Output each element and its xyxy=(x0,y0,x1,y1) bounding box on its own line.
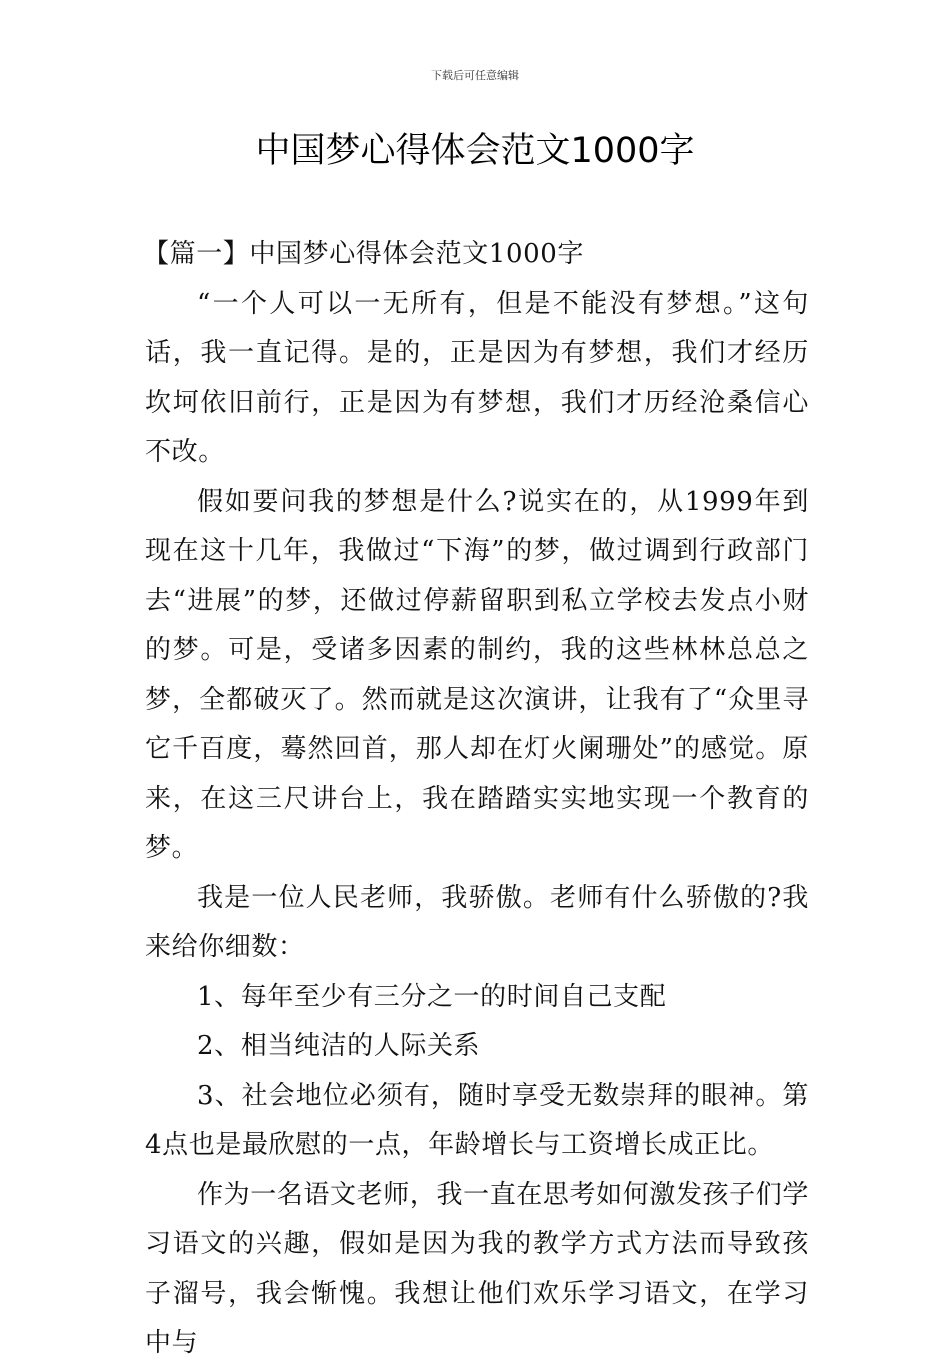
section-heading: 【篇一】中国梦心得体会范文1000字 xyxy=(143,239,584,269)
list-item-3: 3、社会地位必须有，随时享受无数崇拜的眼神。第4点也是最欣慰的一点，年龄增长与工资增长成正比。 xyxy=(145,1080,809,1160)
page-title: 中国梦心得体会范文1000字 xyxy=(255,131,695,171)
list-item-2: 2、相当纯洁的人际关系 xyxy=(197,1031,481,1061)
list-item-1: 1、每年至少有三分之一的时间自己支配 xyxy=(197,981,667,1012)
paragraph-4: 作为一名语文老师，我一直在思考如何激发孩子们学习语文的兴趣，假如是因为我的教学方式方法而导致孩子溜号，我会惭愧。我想让他们欢乐学习语文，在学习中与 xyxy=(145,1179,809,1358)
document-body xyxy=(145,230,809,1369)
paragraph-3: 我是一位人民老师，我骄傲。老师有什么骄傲的?我来给你细数： xyxy=(145,882,809,962)
paragraph-2: 假如要问我的梦想是什么?说实在的，从1999年到现在这十几年，我做过“下海”的梦，做过调到行政部门去“进展”的梦，还做过停薪留职到私立学校去发点小财的梦。可是，受诸多因素的制约，我的这些林林总总之梦，全都破灭了。然而就是这次演讲，让我有了“众里寻它千百度，蓦然回首，那人却在灯火阑珊处”的感觉。原来，在这三尺讲台上，我在踏踏实实地实现一个教育的梦。 xyxy=(145,486,809,863)
paragraph-1: “一个人可以一无所有，但是不能没有梦想。”这句话，我一直记得。是的，正是因为有梦想，我们才经历坎坷依旧前行，正是因为有梦想，我们才历经沧桑信心不改。 xyxy=(145,288,809,467)
header-note: 下载后可任意编辑 xyxy=(431,69,519,82)
